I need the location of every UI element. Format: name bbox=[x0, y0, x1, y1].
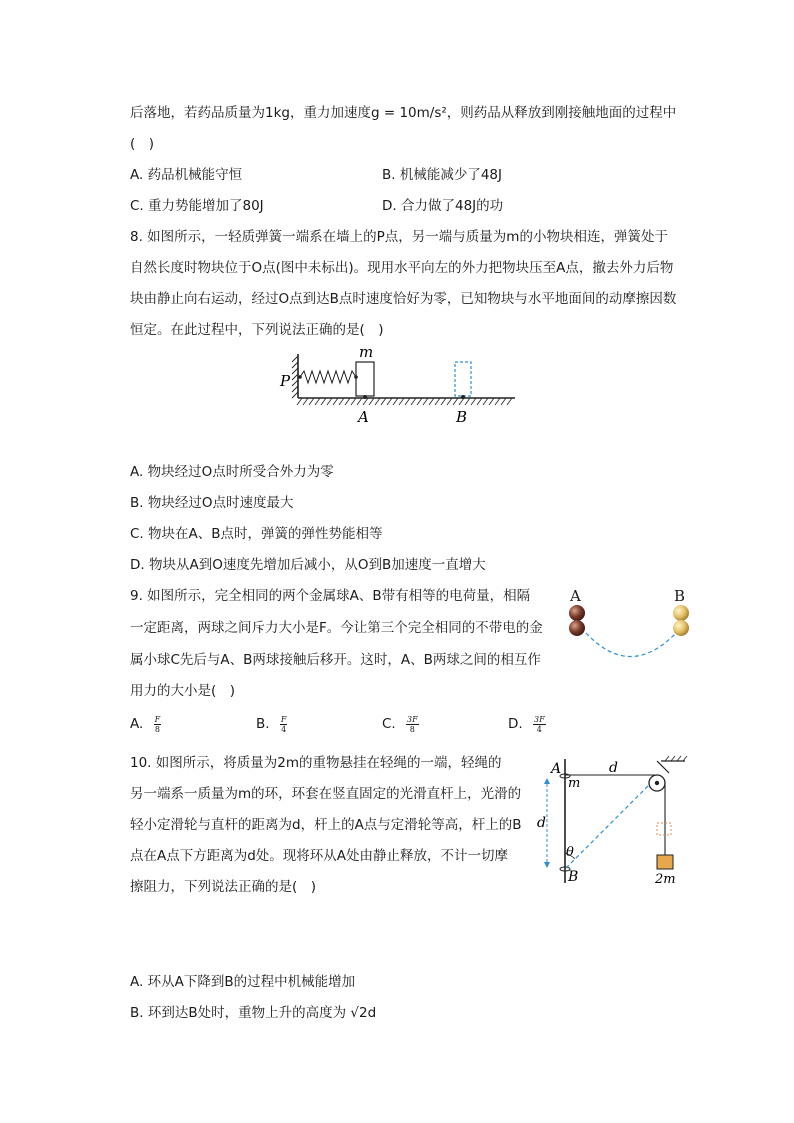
q8-option-a: A. 物块经过O点时所受合外力为零 bbox=[130, 464, 334, 480]
point-b-dot bbox=[461, 395, 465, 399]
q8-line-2: 自然长度时物块位于O点(图中未标出)。现用水平向左的外力把物块压至A点，撤去外力后物 bbox=[130, 260, 674, 276]
theta-label: θ bbox=[566, 845, 574, 860]
ground-hatch bbox=[297, 398, 512, 405]
q8-line-3: 块由静止向右运动，经过O点到达B点时速度恰好为零，已知物块与水平地面间的动摩擦因数 bbox=[130, 291, 677, 307]
sphere-b-bottom bbox=[673, 620, 689, 636]
q9-option-b-fraction bbox=[280, 715, 288, 734]
q9-option-c-letter: C. bbox=[382, 716, 396, 732]
q8-option-c: C. 物块在A、B点时，弹簧的弹性势能相等 bbox=[130, 526, 383, 542]
label-2m: 2m bbox=[655, 872, 676, 887]
point-a-label: A bbox=[358, 408, 369, 426]
q7-line-1: 后落地，若药品质量为1kg，重力加速度g = 10m/s²，则药品从释放到刚接触地面的过程中 bbox=[130, 105, 677, 121]
wall-hatch bbox=[292, 356, 298, 398]
point-b-label: B bbox=[456, 408, 468, 426]
q9-option-c-fraction bbox=[406, 715, 419, 734]
spring-block-figure bbox=[270, 340, 530, 430]
q9-option-b bbox=[256, 714, 287, 734]
frac-numerator: 3F bbox=[533, 714, 545, 724]
q8-option-b: B. 物块经过O点时速度最大 bbox=[130, 495, 294, 511]
q9-option-d-fraction bbox=[533, 715, 546, 734]
label-b: B bbox=[568, 869, 579, 885]
block-at-b bbox=[455, 362, 471, 396]
label-a: A bbox=[551, 761, 562, 777]
q9-option-c bbox=[382, 714, 419, 734]
q10-option-b: B. 环到达B处时，重物上升的高度为 √2d bbox=[130, 1005, 377, 1021]
frac-denominator: 4 bbox=[281, 724, 287, 734]
q9-line-3: 属小球C先后与A、B两球接触后移开。这时，A、B两球之间的相互作 bbox=[130, 652, 541, 668]
sphere-b-label: B bbox=[674, 587, 686, 605]
q9-option-a-fraction bbox=[154, 715, 162, 734]
q7-option-c: C. 重力势能增加了80J bbox=[130, 198, 264, 214]
q8-option-d: D. 物块从A到O速度先增加后减小，从O到B加速度一直增大 bbox=[130, 557, 486, 573]
q9-option-a-letter: A. bbox=[130, 716, 144, 732]
frac-denominator: 8 bbox=[154, 724, 160, 734]
frac-numerator: 3F bbox=[407, 714, 418, 724]
q10-line-1: 10. 如图所示，将质量为2m的重物悬挂在轻绳的一端，轻绳的 bbox=[130, 755, 502, 771]
mass-label: m bbox=[359, 343, 374, 361]
frac-numerator: F bbox=[154, 714, 161, 724]
q10-line-5: 擦阻力，下列说法正确的是( ) bbox=[130, 879, 317, 895]
spring bbox=[300, 371, 356, 383]
q10-option-a: A. 环从A下降到B的过程中机械能增加 bbox=[130, 974, 356, 990]
arrow-up-icon bbox=[544, 778, 550, 784]
label-m: m bbox=[568, 776, 581, 791]
pulley-support bbox=[657, 761, 669, 773]
ceiling-hatch bbox=[665, 756, 687, 761]
q7-option-b: B. 机械能减少了48J bbox=[382, 167, 503, 183]
q7-option-d: D. 合力做了48J的功 bbox=[382, 198, 504, 214]
mass-dashed bbox=[657, 823, 671, 835]
q9-option-b-letter: B. bbox=[256, 716, 270, 732]
q10-line-3: 轻小定滑轮与直杆的距离为d，杆上的A点与定滑轮等高，杆上的B bbox=[130, 817, 522, 833]
q7-option-a: A. 药品机械能守恒 bbox=[130, 167, 243, 183]
mass-2m bbox=[657, 855, 673, 869]
sphere-b-top bbox=[673, 605, 689, 621]
q9-line-4: 用力的大小是( ) bbox=[130, 683, 236, 699]
q8-line-4: 恒定。在此过程中，下列说法正确的是( ) bbox=[130, 322, 384, 338]
pulley-ring-figure bbox=[535, 755, 695, 885]
point-a-dot bbox=[363, 395, 367, 399]
q9-line-1: 9. 如图所示，完全相同的两个金属球A、B带有相等的电荷量，相隔 bbox=[130, 588, 531, 604]
path-arc bbox=[586, 633, 676, 657]
frac-denominator: 4 bbox=[536, 724, 542, 734]
q10-line-4: 点在A点下方距离为d处。现将环从A处由静止释放，不计一切摩 bbox=[130, 848, 509, 864]
frac-denominator: 8 bbox=[409, 724, 415, 734]
q9-option-d bbox=[508, 714, 546, 734]
charged-spheres-figure bbox=[560, 585, 700, 665]
sphere-a-top bbox=[569, 605, 585, 621]
q10-line-2: 另一端系一质量为m的环，环套在竖直固定的光滑直杆上，光滑的 bbox=[130, 786, 522, 802]
sphere-a-bottom bbox=[569, 620, 585, 636]
q8-line-1: 8. 如图所示，一轻质弹簧一端系在墙上的P点，另一端与质量为m的小物块相连，弹簧处于 bbox=[130, 229, 668, 245]
block-m bbox=[356, 362, 374, 396]
q9-option-a bbox=[130, 714, 161, 734]
side-d-label: d bbox=[537, 815, 546, 831]
q9-option-d-letter: D. bbox=[508, 716, 523, 732]
rope-dashed bbox=[566, 781, 653, 868]
wall-point-label: P bbox=[280, 372, 291, 390]
top-d-label: d bbox=[609, 760, 618, 776]
frac-numerator: F bbox=[280, 714, 287, 724]
q9-line-2: 一定距离，两球之间斥力大小是F。今让第三个完全相同的不带电的金 bbox=[130, 620, 543, 636]
sphere-a-label: A bbox=[570, 587, 581, 605]
q7-line-2: ( ) bbox=[130, 136, 155, 152]
arrow-down-icon bbox=[544, 862, 550, 868]
